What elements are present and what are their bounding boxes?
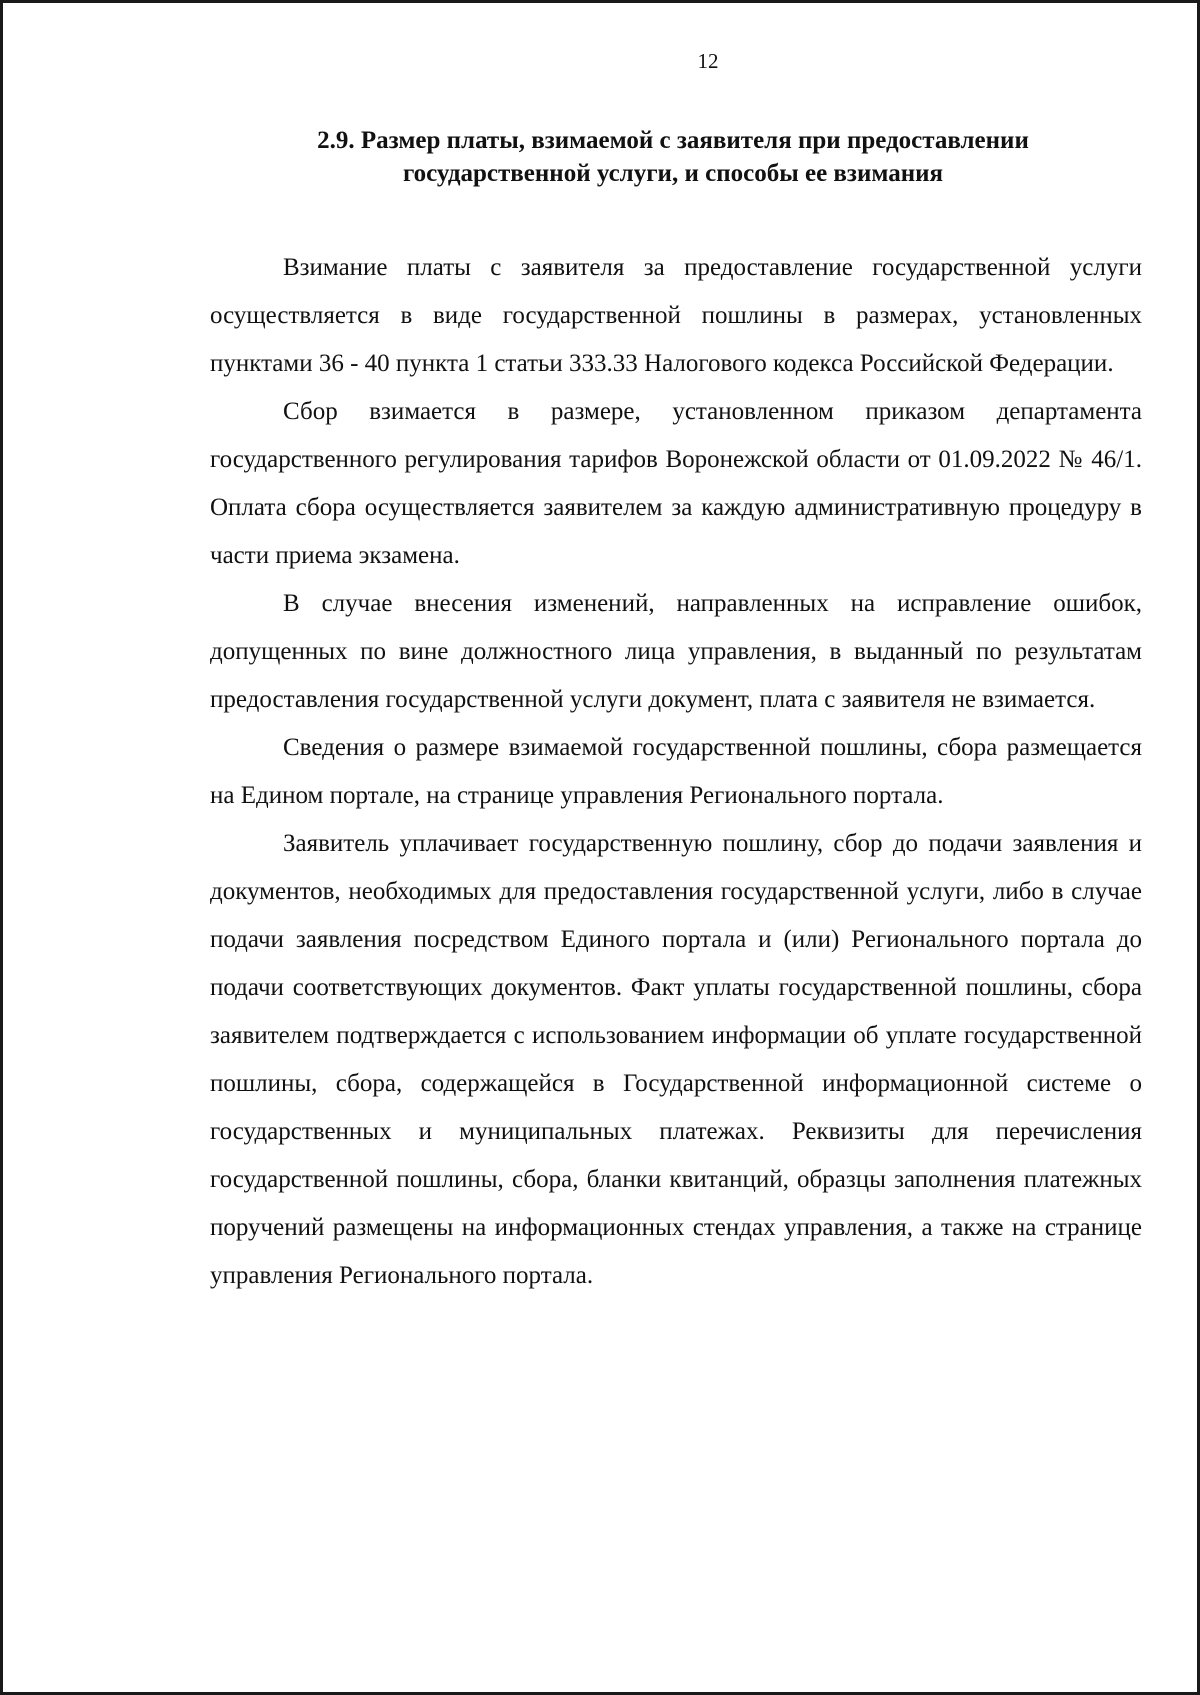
section-heading-line-1: 2.9. Размер платы, взимаемой с заявителя при предоставлении [317,127,1029,154]
paragraph-error-correction: В случае внесения изменений, направленных на исправление ошибок, допущенных по вине должностного лица управления, в выданный по результатам предоставления государственной услуги документ, плата с заявителя не взимается. [210,590,1142,713]
page-number: 12 [697,49,719,73]
paragraph-payment-form: Взимание платы с заявителя за предоставление государственной услуги осуществляется в виде государственной пошлины в размерах, установленных пунктами 36 - 40 пункта 1 статьи 333.33 Налогового кодекса Российской Федерации. [210,254,1142,377]
paragraph-fee-info-location: Сведения о размере взимаемой государственной пошлины, сбора размещается на Едином портале, на странице управления Регионального портала. [210,734,1142,809]
section-heading-line-2: государственной услуги, и способы ее взимания [402,160,944,187]
paragraph-fee-amount: Сбор взимается в размере, установленном приказом департамента государственного регулирования тарифов Воронежской области от 01.09.2022 № 46/1. Оплата сбора осуществляется заявителем за каждую административную процедуру в части приема экзамена. [210,398,1142,569]
section-heading [203,124,1143,190]
paragraph-payment-procedure: Заявитель уплачивает государственную пошлину, сбор до подачи заявления и документов, необходимых для предоставления государственной услуги, либо в случае подачи заявления посредством Единого портала и (или) Регионального портала до подачи соответствующих документов. Факт уплаты государственной пошлины, сбора заявителем подтверждается с использованием информации об уплате государственной пошлины, сбора, содержащейся в Государственной информационной системе о государственных и муниципальных платежах. Реквизиты для перечисления государственной пошлины, сбора, бланки квитанций, образцы заполнения платежных поручений размещены на информационных стендах управления, а также на странице управления Регионального портала. [210,830,1142,1289]
section-body [210,244,1142,1300]
page-number-container [3,47,1200,75]
